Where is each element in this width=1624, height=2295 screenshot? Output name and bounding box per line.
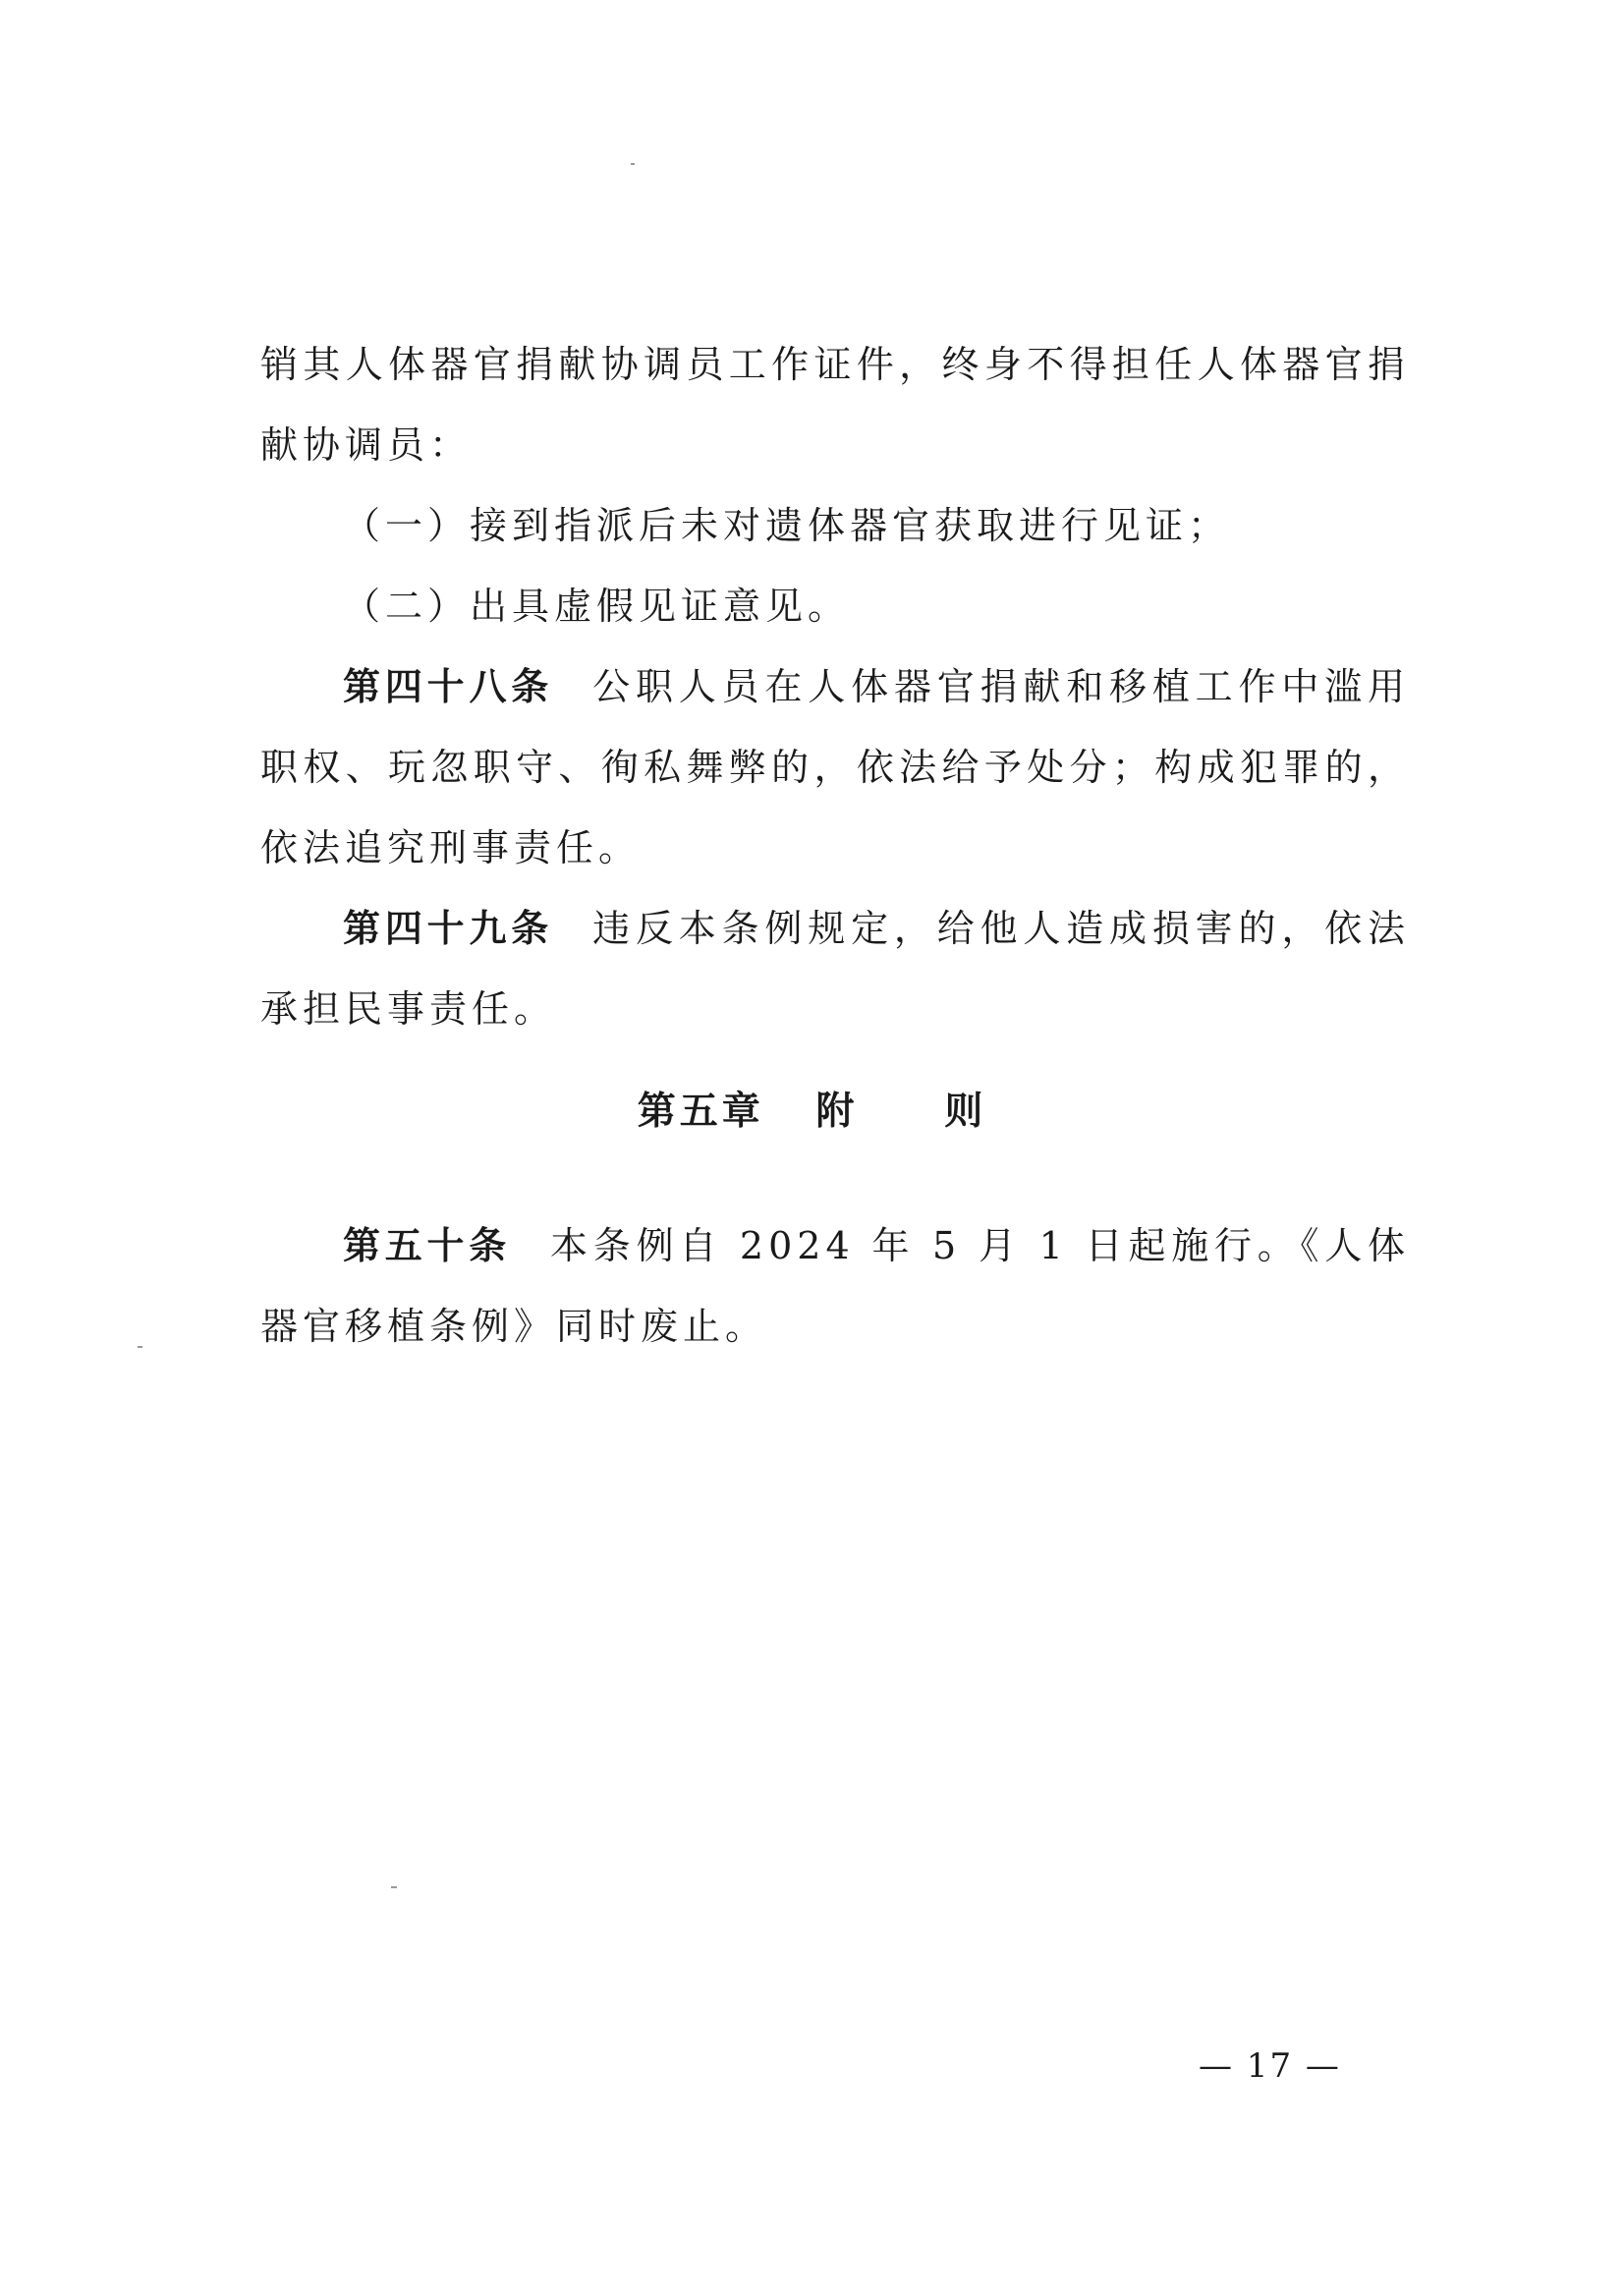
article-49-text: 违反本条例规定，给他人造成损害的，依法承担民事责任。: [260, 907, 1410, 1031]
article-48-text: 公职人员在人体器官捐献和移植工作中滥用职权、玩忽职守、徇私舞弊的，依法给予处分；构成犯罪的，依法追究刑事责任。: [260, 665, 1410, 869]
page-number: — 17 —: [1199, 2046, 1341, 2086]
scan-speck: [391, 1886, 397, 1888]
chapter-title: 第五章 附 则: [637, 1090, 987, 1134]
scan-speck: [631, 163, 635, 165]
item-two: （二）出具虚假见证意见。: [343, 585, 851, 628]
article-50-text: 本条例自 2024 年 5 月 1 日起施行。《人体器官移植条例》同时废止。: [260, 1224, 1410, 1348]
article-50: [260, 1205, 1410, 1367]
article-50-number: 第五十条: [343, 1224, 512, 1267]
article-48: [260, 646, 1410, 888]
article-49: [260, 888, 1410, 1049]
body-text-bottom: [260, 1205, 1410, 1367]
article-48-number: 第四十八条: [343, 665, 554, 708]
scan-speck: [138, 1346, 142, 1348]
article-49-number: 第四十九条: [343, 907, 554, 950]
item-one: （一）接到指派后未对遗体器官获取进行见证；: [343, 504, 1231, 547]
body-text-top: [260, 324, 1410, 1049]
paragraph-continued: 销其人体器官捐献协调员工作证件，终身不得担任人体器官捐献协调员：: [260, 343, 1410, 467]
